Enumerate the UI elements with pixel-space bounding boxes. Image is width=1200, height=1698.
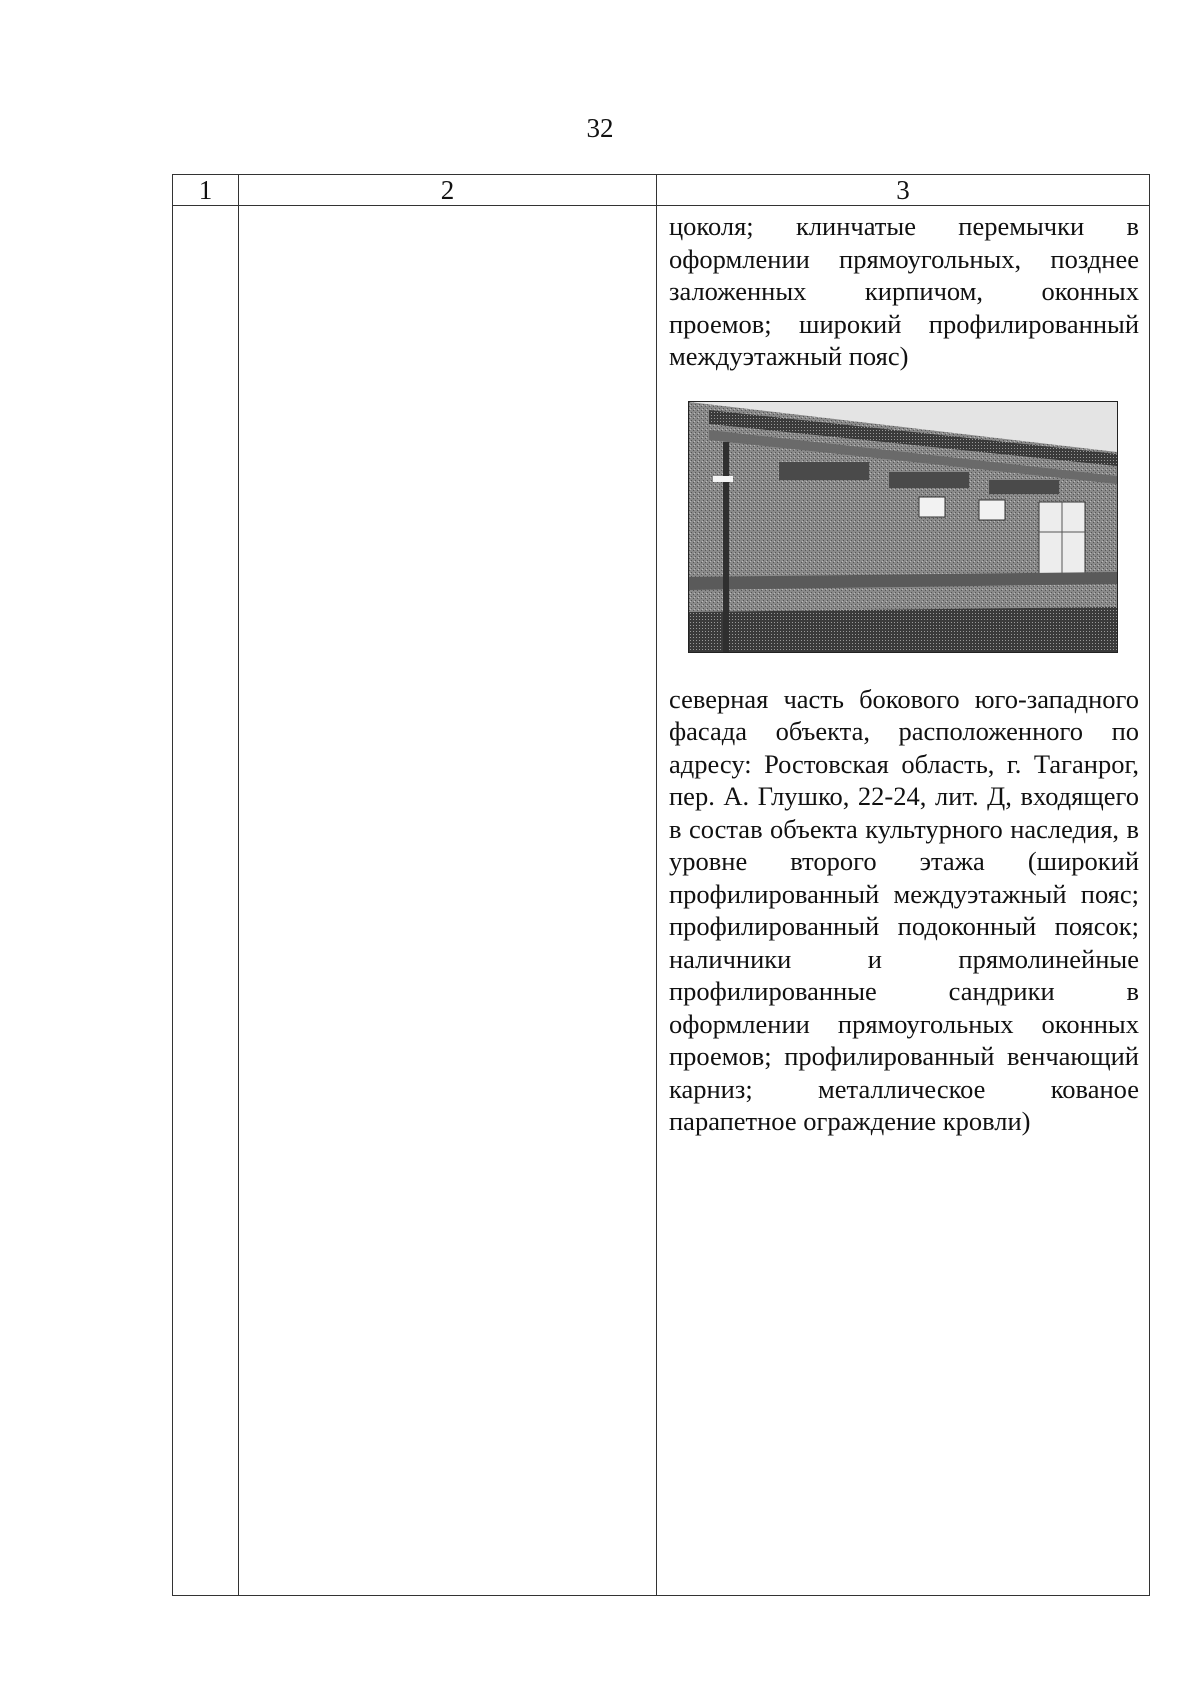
header-col-2: 2 bbox=[239, 175, 657, 206]
heritage-table bbox=[172, 174, 1150, 1596]
facade-photo-image bbox=[689, 402, 1117, 652]
header-col-3: 3 bbox=[657, 175, 1150, 206]
table-row bbox=[173, 206, 1150, 1596]
cell-name bbox=[239, 206, 657, 1596]
facade-photo bbox=[688, 401, 1118, 653]
description-text-bottom: северная часть бокового юго-западного фасада объекта, расположенного по адресу: Ростовская область, г. Таганрог, пер. А. Глушко, 22-24, лит. Д, входящего в состав объекта культурного наследия, в уровне второго этажа (широкий профилированный междуэтажный пояс; профилированный подоконный поясок; наличники и прямолинейные профилированные сандрики в оформлении прямоугольных оконных проемов; профилированный венчающий карниз; металлическое кованое парапетное ограждение кровли) bbox=[669, 683, 1139, 1136]
description-text-top: цоколя; клинчатые перемычки в оформлении прямоугольных, позднее заложенных кирпичом, оконных проемов; широкий профилированный междуэтажный пояс) bbox=[669, 211, 1139, 371]
table-header-row bbox=[173, 175, 1150, 206]
header-col-1: 1 bbox=[173, 175, 239, 206]
page-number: 32 bbox=[586, 113, 614, 143]
cell-number bbox=[173, 206, 239, 1596]
cell-description bbox=[657, 206, 1150, 1596]
